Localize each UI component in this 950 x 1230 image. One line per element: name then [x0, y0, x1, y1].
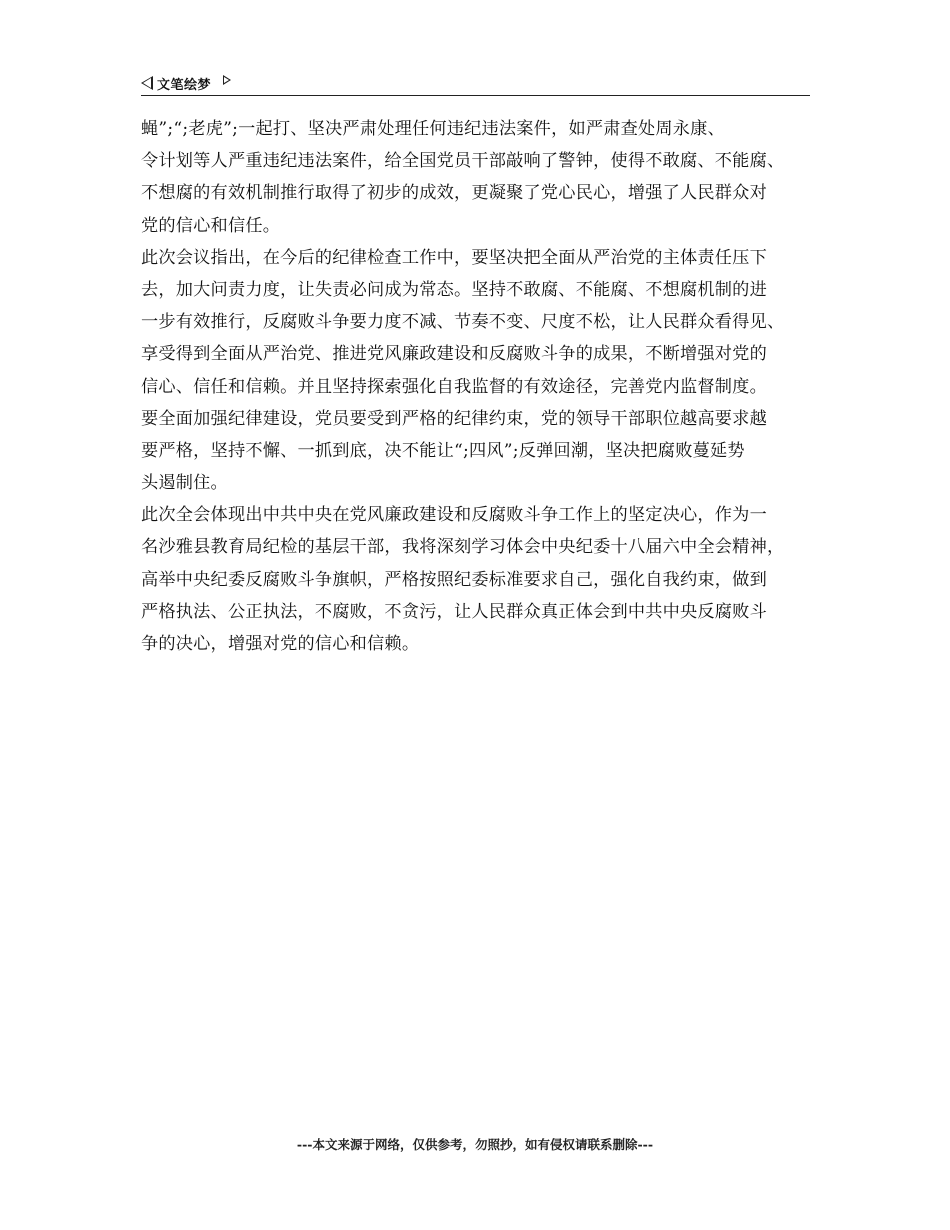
text-line: 去，加大问责力度，让失责必问成为常态。坚持不敢腐、不能腐、不想腐机制的进 — [141, 279, 767, 300]
text-line: 严格执法、公正执法，不腐败，不贪污，让人民群众真正体会到中共中央反腐败斗 — [141, 601, 767, 622]
text-line: 令计划等人严重违纪违法案件，给全国党员干部敲响了警钟，使得不敢腐、不能腐、 — [141, 151, 785, 172]
text-line: 信心、信任和信赖。并且坚持探索强化自我监督的有效途径，完善党内监督制度。 — [141, 376, 767, 397]
text-line: 蝇”;“;老虎”;一起打、坚决严肃处理任何违纪违法案件，如严肃查处周永康、 — [141, 119, 725, 139]
triangle-left-icon — [141, 76, 153, 90]
text-line: 享受得到全面从严治党、推进党风廉政建设和反腐败斗争的成果，不断增强对党的 — [141, 344, 767, 365]
page-header — [141, 71, 810, 96]
text-line: 一步有效推行，反腐败斗争要力度不减、节奏不变、尺度不松，让人民群众看得见、 — [141, 312, 785, 333]
text-line: 要全面加强纪律建设，党员要受到严格的纪律约束，党的领导干部职位越高要求越 — [141, 408, 767, 429]
text-line: 党的信心和信任。 — [141, 215, 281, 236]
text-line: 头遏制住。 — [141, 473, 228, 494]
text-line: 不想腐的有效机制推行取得了初步的成效，更凝聚了党心民心，增强了人民群众对 — [141, 183, 767, 204]
text-line: 争的决心，增强对党的信心和信赖。 — [141, 634, 420, 654]
header-title: 文笔绘梦 — [157, 77, 212, 93]
page-footer-note: ---本文来源于网络，仅供参考，勿照抄，如有侵权请联系删除--- — [296, 1137, 654, 1152]
text-line: 此次全会体现出中共中央在党风廉政建设和反腐败斗争工作上的坚定决心，作为一 — [141, 505, 767, 526]
text-line: 名沙雅县教育局纪检的基层干部，我将深刻学习体会中央纪委十八届六中全会精神， — [141, 537, 785, 558]
document-body — [141, 113, 821, 660]
text-line: 要严格，坚持不懈、一抓到底，决不能让“;四风”;反弹回潮，坚决把腐败蔓延势 — [141, 440, 745, 461]
triangle-right-icon — [223, 75, 231, 85]
text-line: 此次会议指出，在今后的纪律检查工作中，要坚决把全面从严治党的主体责任压下 — [141, 247, 767, 268]
text-line: 高举中央纪委反腐败斗争旗帜，严格按照纪委标准要求自己，强化自我约束，做到 — [141, 569, 767, 590]
